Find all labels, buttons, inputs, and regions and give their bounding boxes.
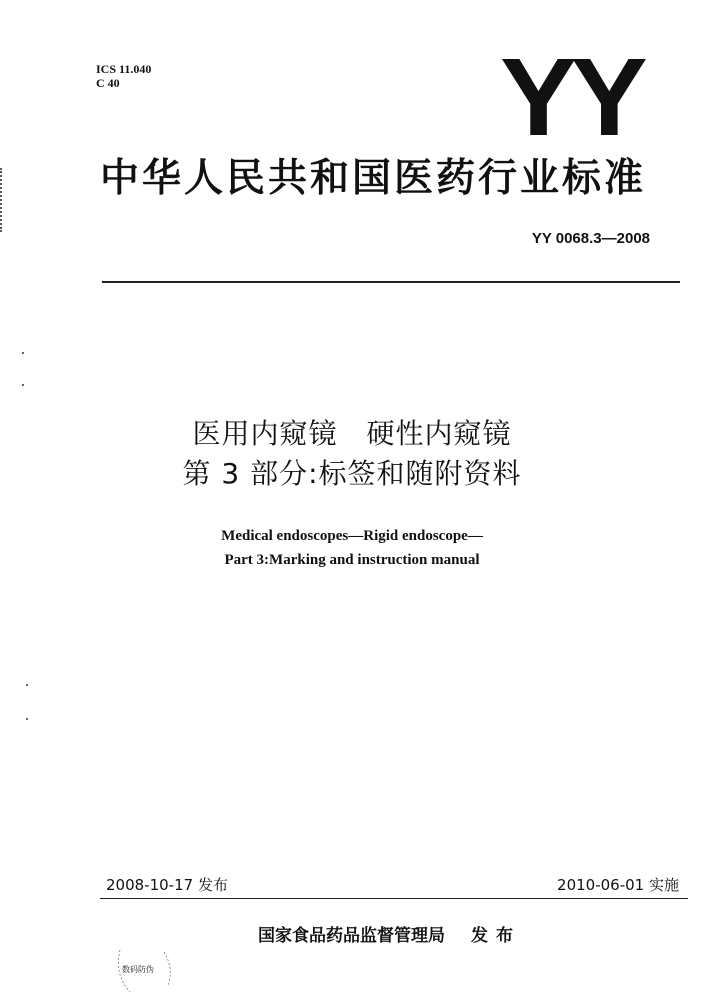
header-divider: [102, 281, 680, 283]
scan-speck: [26, 684, 28, 686]
scan-speck: [22, 352, 24, 354]
footer-divider: [100, 898, 688, 899]
implementation-date: 2010-06-01 实施: [557, 876, 679, 894]
scan-speck: [22, 384, 24, 386]
issuing-authority: [258, 926, 521, 946]
english-title-line-1: Medical endoscopes—Rigid endoscope—: [221, 528, 483, 544]
chinese-title: [0, 414, 704, 494]
national-standard-title: 中华人民共和国医药行业标准: [100, 156, 647, 201]
anti-counterfeit-seal-icon: [112, 946, 182, 998]
classification-codes: [96, 62, 151, 90]
scan-edge-mark: [0, 168, 4, 232]
issuer-name: 国家食品药品监督管理局: [258, 926, 445, 946]
issue-date: 2008-10-17 发布: [106, 876, 228, 894]
scan-speck: [26, 718, 28, 720]
chinese-title-line-2: 第 3 部分:标签和随附资料: [182, 457, 522, 490]
seal-text: 数码防伪: [122, 965, 154, 974]
ics-code: ICS 11.040: [96, 62, 152, 76]
english-title: [0, 524, 704, 572]
issuer-action: 发布: [471, 926, 521, 946]
english-title-line-2: Part 3:Marking and instruction manual: [224, 552, 480, 568]
ccs-code: C 40: [96, 76, 120, 90]
standard-number: YY 0068.3—2008: [531, 230, 650, 247]
yy-logo: YY: [500, 36, 642, 159]
chinese-title-line-1: 医用内窥镜 硬性内窥镜: [192, 417, 512, 450]
